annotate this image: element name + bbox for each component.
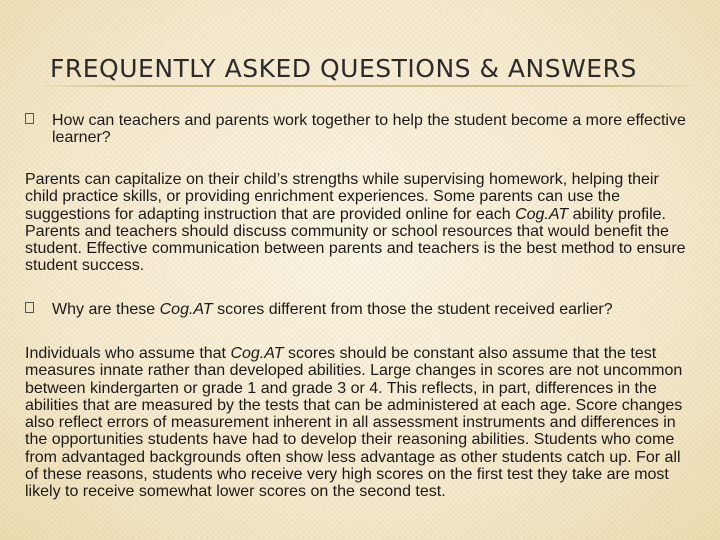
question-text-emphasis: Cog.AT — [159, 301, 213, 318]
faq-question-1 — [25, 112, 695, 146]
question-text: How can teachers and parents work together to help the student become a more effective learner? — [52, 112, 686, 146]
answer-text-emphasis: Cog.AT — [515, 205, 569, 223]
answer-text-part1: Parents can capitalize on their child’s strengths while supervising homework, helping their child practice skills, or providing enrichment experiences. Some parents can use the suggestions for adapting instruction that are provided online for each — [25, 171, 659, 223]
faq-answer-1 — [25, 171, 695, 275]
faq-question-2 — [25, 301, 695, 318]
question-text-part1: Why are these — [52, 301, 160, 318]
page-title: FREQUENTLY ASKED QUESTIONS & ANSWERS — [50, 54, 637, 83]
answer-text-part2: ability profile. Parents and teachers should discuss community or school resources that would benefit the student. Effective communication between parents and teachers is the best method to ensure student success. — [25, 205, 686, 275]
faq-answer-2 — [25, 345, 695, 501]
bullet-box-icon — [25, 302, 34, 313]
answer-text-emphasis: Cog.AT — [230, 345, 284, 362]
bullet-box-icon — [25, 113, 34, 124]
answer-text-part1: Individuals who assume that — [25, 345, 231, 362]
question-text-part2: scores different from those the student received earlier? — [212, 301, 613, 318]
answer-text-part2: scores should be constant also assume that the test measures innate rather than developed abilities. Large changes in scores are not uncommon between kindergarten or grade 1 and grade 3 or 4. This reflects, in part, differences in the abilities that are measured by the tests that can be administered at each age. Score changes also reflect errors of measurement inherent in all assessment instruments and differences in the opportunities students have had to develop their reasoning abilities. Students who come from advantaged backgrounds often show less advantage as other students catch up. For all of these reasons, students who receive very high scores on the first test they take are most likely to receive somewhat lower scores on the second test. — [25, 345, 683, 501]
title-underline — [44, 85, 692, 87]
question-text — [52, 301, 695, 318]
